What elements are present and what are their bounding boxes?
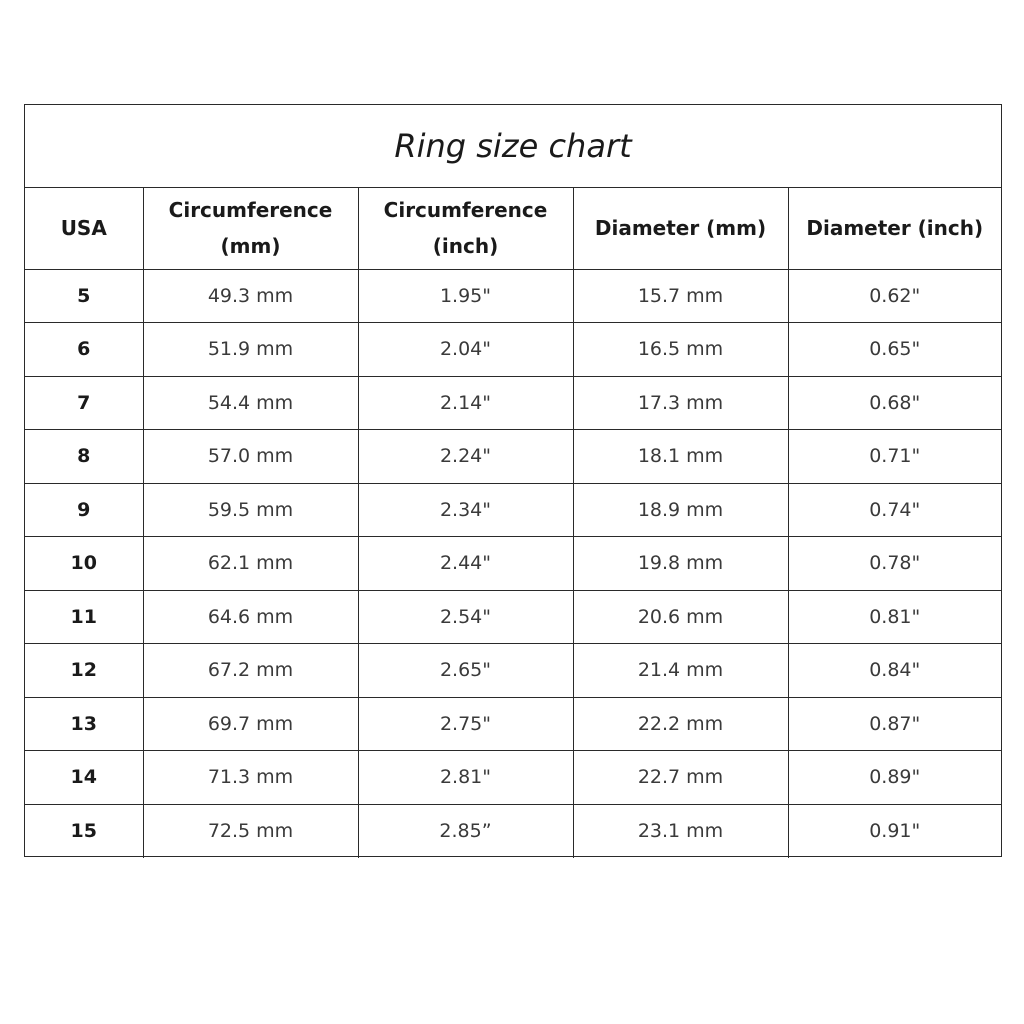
diameter-mm-cell: 23.1 mm <box>573 804 788 858</box>
diameter-inch-cell: 0.68" <box>788 376 1001 430</box>
table-header-row <box>25 188 1001 269</box>
usa-size-cell: 15 <box>25 804 143 858</box>
circumference-mm-cell: 64.6 mm <box>143 590 358 644</box>
header-diameter-inch: Diameter (inch) <box>788 188 1001 269</box>
table-body <box>25 269 1001 858</box>
circumference-inch-cell: 2.04" <box>358 323 573 377</box>
table-row <box>25 323 1001 377</box>
table-row <box>25 430 1001 484</box>
diameter-inch-cell: 0.89" <box>788 751 1001 805</box>
usa-size-cell: 10 <box>25 537 143 591</box>
circumference-inch-cell: 2.54" <box>358 590 573 644</box>
diameter-mm-cell: 19.8 mm <box>573 537 788 591</box>
usa-size-cell: 7 <box>25 376 143 430</box>
diameter-mm-cell: 15.7 mm <box>573 269 788 323</box>
usa-size-cell: 6 <box>25 323 143 377</box>
circumference-mm-cell: 59.5 mm <box>143 483 358 537</box>
circumference-inch-cell: 2.75" <box>358 697 573 751</box>
circumference-inch-cell: 2.65" <box>358 644 573 698</box>
usa-size-cell: 13 <box>25 697 143 751</box>
usa-size-cell: 9 <box>25 483 143 537</box>
diameter-inch-cell: 0.71" <box>788 430 1001 484</box>
circumference-mm-cell: 57.0 mm <box>143 430 358 484</box>
circumference-mm-cell: 69.7 mm <box>143 697 358 751</box>
header-diameter-mm: Diameter (mm) <box>573 188 788 269</box>
diameter-mm-cell: 18.9 mm <box>573 483 788 537</box>
table-row <box>25 804 1001 858</box>
diameter-mm-cell: 17.3 mm <box>573 376 788 430</box>
header-circumference-inch: Circumference (inch) <box>358 188 573 269</box>
diameter-inch-cell: 0.78" <box>788 537 1001 591</box>
usa-size-cell: 8 <box>25 430 143 484</box>
circumference-inch-cell: 2.44" <box>358 537 573 591</box>
circumference-inch-cell: 2.24" <box>358 430 573 484</box>
table-row <box>25 590 1001 644</box>
diameter-inch-cell: 0.74" <box>788 483 1001 537</box>
table-row <box>25 644 1001 698</box>
circumference-mm-cell: 67.2 mm <box>143 644 358 698</box>
diameter-mm-cell: 22.2 mm <box>573 697 788 751</box>
circumference-mm-cell: 51.9 mm <box>143 323 358 377</box>
table-row <box>25 269 1001 323</box>
table-row <box>25 537 1001 591</box>
header-circumference-mm: Circumference (mm) <box>143 188 358 269</box>
diameter-mm-cell: 16.5 mm <box>573 323 788 377</box>
diameter-inch-cell: 0.81" <box>788 590 1001 644</box>
chart-title: Ring size chart <box>25 105 1001 188</box>
circumference-inch-cell: 2.34" <box>358 483 573 537</box>
diameter-inch-cell: 0.65" <box>788 323 1001 377</box>
circumference-mm-cell: 72.5 mm <box>143 804 358 858</box>
table-row <box>25 483 1001 537</box>
circumference-inch-cell: 2.14" <box>358 376 573 430</box>
table-row <box>25 751 1001 805</box>
diameter-inch-cell: 0.91" <box>869 820 921 842</box>
circumference-mm-cell: 62.1 mm <box>143 537 358 591</box>
usa-size-cell: 12 <box>25 644 143 698</box>
diameter-inch-cell: 0.87" <box>788 697 1001 751</box>
circumference-inch-cell: 2.81" <box>358 751 573 805</box>
size-table <box>25 188 1001 858</box>
diameter-inch-cell: 0.62" <box>788 269 1001 323</box>
diameter-mm-cell: 22.7 mm <box>573 751 788 805</box>
usa-size-cell: 14 <box>25 751 143 805</box>
usa-size-cell: 5 <box>25 269 143 323</box>
ring-size-chart <box>24 104 1002 857</box>
circumference-mm-cell: 71.3 mm <box>143 751 358 805</box>
header-usa: USA <box>25 188 143 269</box>
table-row <box>25 376 1001 430</box>
usa-size-cell: 11 <box>25 590 143 644</box>
circumference-inch-cell: 1.95" <box>358 269 573 323</box>
diameter-mm-cell: 21.4 mm <box>573 644 788 698</box>
diameter-mm-cell: 18.1 mm <box>573 430 788 484</box>
table-row <box>25 697 1001 751</box>
circumference-mm-cell: 54.4 mm <box>143 376 358 430</box>
diameter-mm-cell: 20.6 mm <box>573 590 788 644</box>
diameter-inch-cell: 0.84" <box>788 644 1001 698</box>
circumference-mm-cell: 49.3 mm <box>143 269 358 323</box>
circumference-inch-cell: 2.85” <box>358 804 573 858</box>
